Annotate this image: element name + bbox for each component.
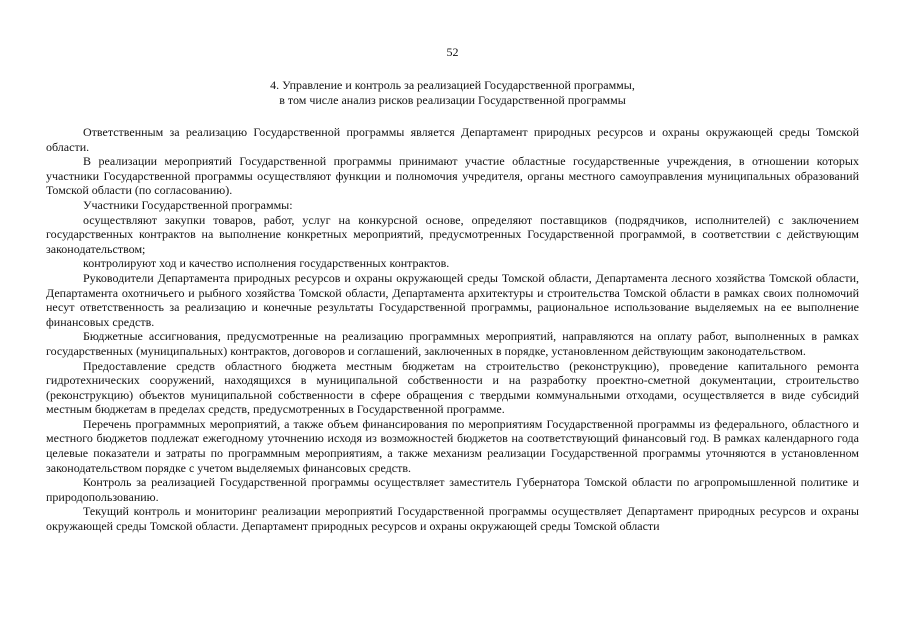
paragraph: Участники Государственной программы: [83, 197, 293, 212]
paragraph: осуществляют закупки товаров, работ, услуг на конкурсной основе, определяют поставщиков (подрядчиков, исполнителей) с заключением государственных контрактов на выполнение конкретных мероприятий, предусмотренных Государственной программой, в соответствии с действующим законодательством; [46, 212, 859, 256]
paragraph: Бюджетные ассигнования, предусмотренные на реализацию программных мероприятий, направляются на оплату работ, выполненных в рамках государственных (муниципальных) контрактов, договоров и соглашений, заключенных в порядке, установленном действующим законодательством. [46, 329, 859, 358]
paragraph: Предоставление средств областного бюджета местным бюджетам на строительство (реконструкцию), проведение капитального ремонта гидротехнических сооружений, находящихся в муниципальной собственности и на разработку проектно-сметной документации, строительство (реконструкцию) объектов муниципальной собственности в сфере обращения с твердыми коммунальными отходами, осуществляется в виде субсидий местным бюджетам в пределах средств, предусмотренных в Государственной программе. [46, 358, 859, 417]
section-heading-line-2: в том числе анализ рисков реализации Государственной программы [279, 92, 626, 107]
section-heading [0, 78, 905, 107]
paragraph: контролируют ход и качество исполнения государственных контрактов. [83, 256, 450, 271]
paragraph: Текущий контроль и мониторинг реализации мероприятий Государственной программы осуществляет Департамент природных ресурсов и охраны окружающей среды Томской области. Департамент природных ресурсов и охраны окружающей среды Томской области [46, 504, 859, 534]
section-heading-line-1: 4. Управление и контроль за реализацией Государственной программы, [270, 78, 635, 92]
paragraph: Контроль за реализацией Государственной программы осуществляет заместитель Губернатора Томской области по агропромышленной политике и природопользованию. [46, 475, 859, 504]
paragraph: Ответственным за реализацию Государственной программы является Департамент природных ресурсов и охраны окружающей среды Томской области. [46, 125, 859, 154]
paragraph: Руководители Департамента природных ресурсов и охраны окружающей среды Томской области, Департамента лесного хозяйства Томской области, Департамента охотничьего и рыбного хозяйства Томской области, Департамента архитектуры и строительства Томской области в рамках своих полномочий несут ответственность за реализацию и конечные результаты Государственной программы, рациональное использование выделяемых на ее выполнение финансовых средств. [46, 270, 859, 329]
paragraph: Перечень программных мероприятий, а также объем финансирования по мероприятиям Государственной программы из федерального, областного и местного бюджетов подлежат ежегодному уточнению исходя из возможностей бюджетов на соответствующий финансовый год. В рамках календарного года целевые показатели и затраты по программным мероприятиям, а также механизм реализации Государственной программы уточняются в установленном законодательством порядке с учетом выделяемых финансовых средств. [46, 416, 859, 475]
page-number: 52 [446, 45, 459, 59]
paragraph: В реализации мероприятий Государственной программы принимают участие областные государственные учреждения, в отношении которых участники Государственной программы осуществляют функции и полномочия учредителя, органы местного самоуправления муниципальных образований Томской области (по согласованию). [46, 154, 859, 198]
body-text [46, 125, 859, 534]
